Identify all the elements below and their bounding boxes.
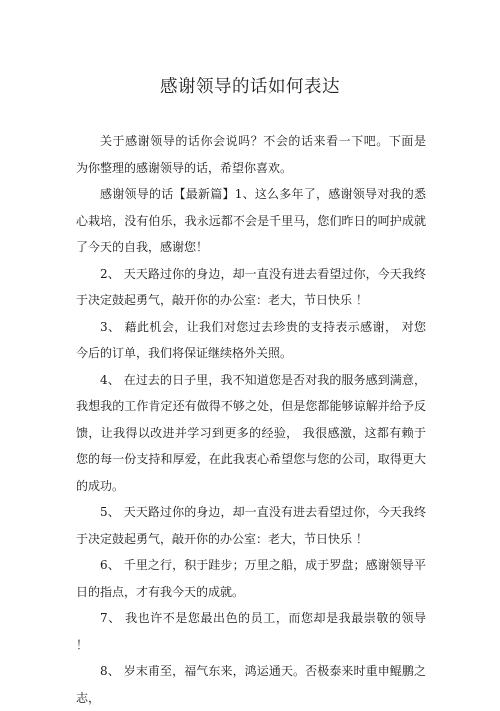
document-body bbox=[76, 128, 426, 711]
paragraph-item-4: 4、 在过去的日子里，我不知道您是否对我的服务感到满意， 我想我的工作肯定还有做得不够之处，但是您都能够谅解并给予反馈，让我得以改进并学习到更多的经验， 我很感激，这都有赖于您的每一份支持和厚爱，在此我衷心希望您与您的公司，取得更大的成功。 bbox=[76, 372, 426, 493]
paragraph-item-2: 2、 天天路过你的身边，却一直没有进去看望过你，今天我终于决定鼓起勇气，敲开你的办公室：老大，节日快乐 ！ bbox=[76, 266, 426, 307]
paragraph-item-8: 8、 岁末甫至，福气东来，鸿运通天。否极泰来时重申鲲鹏之志， bbox=[76, 664, 426, 705]
paragraph-item-1: 感谢领导的话【最新篇】1、这么多年了，感谢领导对我的悉心栽培，没有伯乐，我永远都不会是千里马，您们昨日的呵护成就了今天的自我，感谢您！ bbox=[76, 187, 426, 254]
paragraph-intro: 关于感谢领导的话你会说吗？不会的话来看一下吧。下面是 为你整理的感谢领导的话，希望你喜欢。 bbox=[76, 134, 426, 175]
paragraph-item-6: 6、 千里之行，积于跬步；万里之船，成于罗盘；感谢领导平日的指点，才有我今天的成就。 bbox=[76, 558, 426, 599]
paragraph-item-7: 7、 我也许不是您最出色的员工，而您却是我最崇敬的领导 ！ bbox=[76, 611, 426, 652]
page-title: 感谢领导的话如何表达 bbox=[160, 77, 340, 97]
paragraph-item-5: 5、 天天路过你的身边，却一直没有进去看望过你，今天我终于决定鼓起勇气，敲开你的办公室：老大，节日快乐 ！ bbox=[76, 505, 426, 546]
paragraph-item-3: 3、 藉此机会，让我们对您过去珍贵的支持表示感谢， 对您今后的订单，我们将保证继续格外关照。 bbox=[76, 319, 426, 360]
